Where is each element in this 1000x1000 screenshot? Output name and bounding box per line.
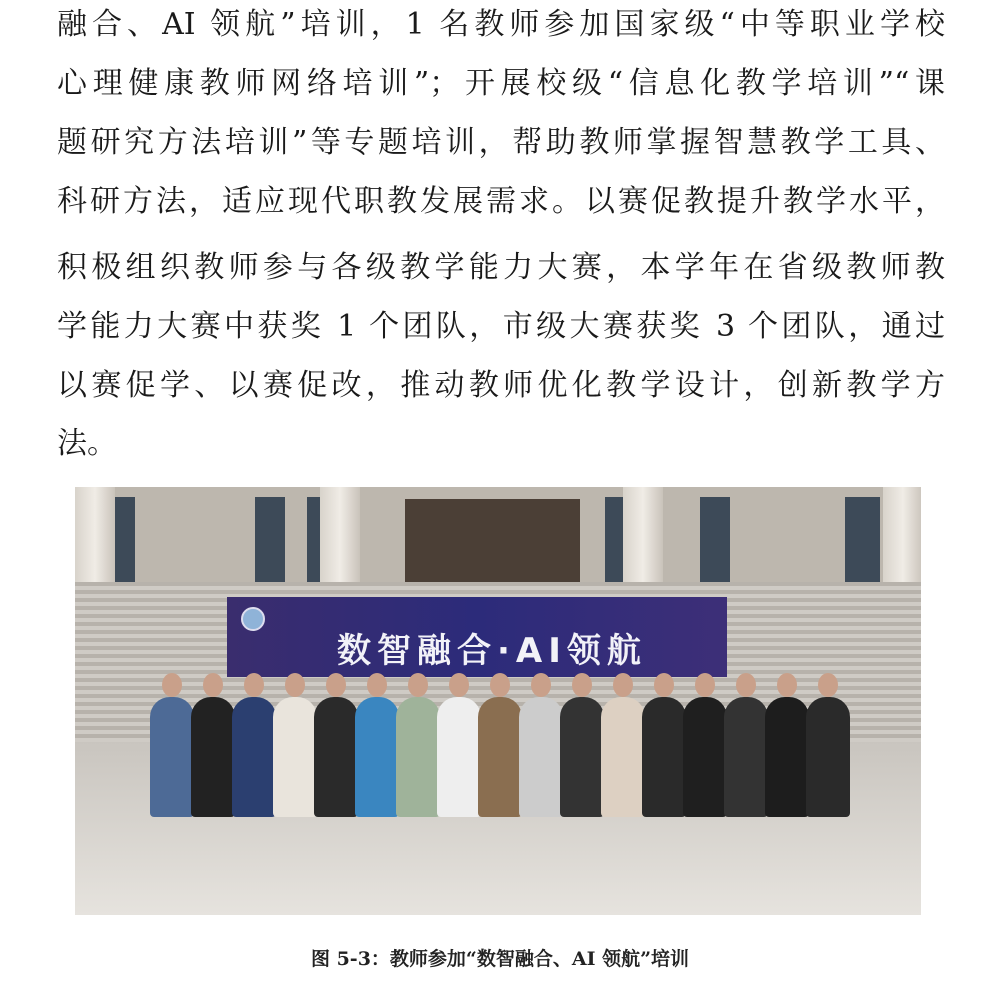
- person-head: [203, 673, 223, 697]
- people-group: [150, 647, 870, 817]
- person: [437, 697, 481, 817]
- person-head: [244, 673, 264, 697]
- person-head: [777, 673, 797, 697]
- person: [642, 697, 686, 817]
- person-head: [285, 673, 305, 697]
- person-head: [367, 673, 387, 697]
- paragraph-line: 题研究方法培训”等专题培训，帮助教师掌握智慧教学工具、: [57, 125, 945, 160]
- person-head: [695, 673, 715, 697]
- paragraph-line: 心理健康教师网络培训”；开展校级“信息化教学培训”“课: [57, 66, 945, 101]
- person-head: [818, 673, 838, 697]
- paragraph-line: 融合、AI 领航”培训，1 名教师参加国家级“中等职业学校: [57, 7, 945, 42]
- person-head: [531, 673, 551, 697]
- person-head: [613, 673, 633, 697]
- person-head: [572, 673, 592, 697]
- person: [683, 697, 727, 817]
- person: [150, 697, 194, 817]
- person-head: [654, 673, 674, 697]
- person-head: [449, 673, 469, 697]
- person: [355, 697, 399, 817]
- person: [724, 697, 768, 817]
- person-head: [408, 673, 428, 697]
- paragraph-line: 法。: [57, 426, 117, 461]
- person: [601, 697, 645, 817]
- person: [478, 697, 522, 817]
- person: [396, 697, 440, 817]
- building: [75, 487, 921, 597]
- logo-icon: [241, 607, 265, 631]
- paragraph-line: 科研方法，适应现代职教发展需求。以赛促教提升教学水平，: [57, 184, 945, 219]
- paragraph-line: 学能力大赛中获奖 1 个团队，市级大赛获奖 3 个团队，通过: [57, 309, 945, 344]
- person: [232, 697, 276, 817]
- person: [314, 697, 358, 817]
- person: [273, 697, 317, 817]
- person-head: [736, 673, 756, 697]
- group-photo: [75, 487, 921, 915]
- figure-caption: 图 5-3：教师参加“数智融合、AI 领航”培训: [310, 948, 690, 970]
- person-head: [326, 673, 346, 697]
- person: [765, 697, 809, 817]
- person: [560, 697, 604, 817]
- paragraph-line: 以赛促学、以赛促改，推动教师优化教学设计，创新教学方: [57, 368, 945, 403]
- banner-title: 数智融合·AI领航: [337, 631, 647, 671]
- paragraph-line: 积极组织教师参与各级教学能力大赛，本学年在省级教师教: [57, 250, 945, 285]
- person-head: [162, 673, 182, 697]
- person: [519, 697, 563, 817]
- person: [806, 697, 850, 817]
- person: [191, 697, 235, 817]
- person-head: [490, 673, 510, 697]
